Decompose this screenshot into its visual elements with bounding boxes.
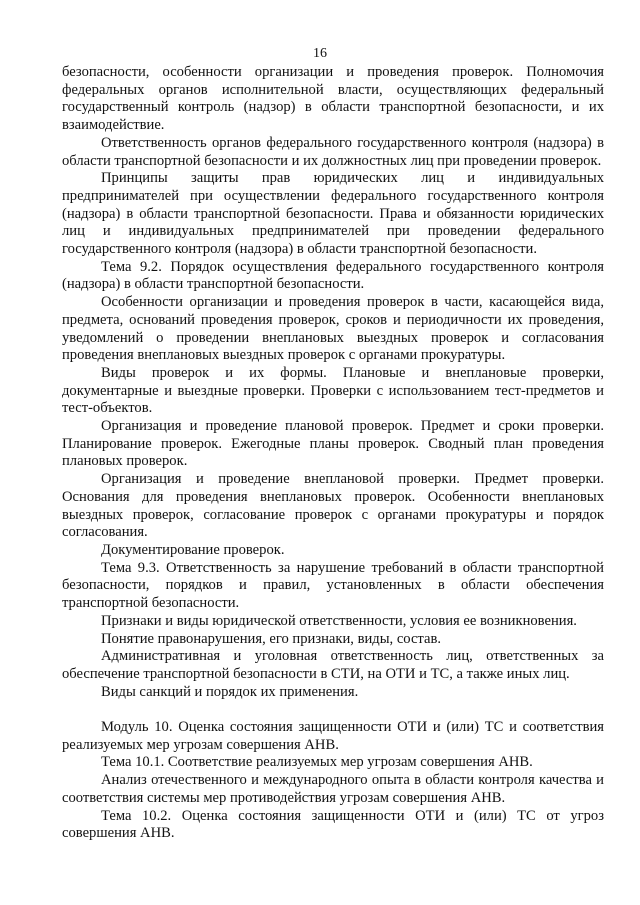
topic-10-1-heading: Тема 10.1. Соответствие реализуемых мер угрозам совершения АНВ.	[101, 754, 533, 771]
blank-line	[62, 701, 604, 719]
topic-10-2-heading: Тема 10.2. Оценка состояния защищенности ОТИ и (или) ТС от угроз совершения АНВ.	[62, 807, 604, 842]
paragraph-inspection-organization-features: Особенности организации и проведения проверок в части, касающейся вида, предмета, оснований проведения проверок, сроков и периодичности их проведения, уведомлений о проведении внеплановых выездных проверок и согласования проведения внеплановых выездных проверок с органами прокуратуры.	[62, 294, 604, 364]
paragraph-administrative-criminal-liability: Административная и уголовная ответственность лиц, ответственных за обеспечение транспортной безопасности в СТИ, на ОТИ и ТС, а также иных лиц.	[62, 648, 604, 682]
paragraph-legal-liability-signs: Признаки и виды юридической ответственности, условия ее возникновения.	[101, 612, 577, 629]
page-body	[62, 64, 604, 843]
paragraph-planned-inspection: Организация и проведение плановой проверок. Предмет и сроки проверки. Планирование проверок. Ежегодные планы проверок. Сводный план проведения плановых проверок.	[62, 418, 604, 470]
paragraph-offense-concept: Понятие правонарушения, его признаки, виды, состав.	[101, 630, 442, 647]
topic-9-3-heading: Тема 9.3. Ответственность за нарушение требований в области транспортной безопасности, порядков и правил, установленных в области обеспечения транспортной безопасности.	[62, 559, 604, 612]
module-10-heading: Модуль 10. Оценка состояния защищенности ОТИ и (или) ТС и соответствия реализуемых мер угрозам совершения АНВ.	[62, 719, 604, 753]
paragraph-types-of-inspections: Виды проверок и их формы. Плановые и внеплановые проверки, документарные и выездные проверки. Проверки с использованием тест-предметов и тест-объектов.	[62, 364, 604, 417]
paragraph-documenting-inspections: Документирование проверок.	[101, 541, 285, 558]
paragraph-continuation: безопасности, особенности организации и проведения проверок. Полномочия федеральных органов исполнительной власти, осуществляющих федеральный государственный контроль (надзор) в области транспортной безопасности, и их взаимодействие.	[62, 64, 604, 134]
topic-9-2-heading: Тема 9.2. Порядок осуществления федерального государственного контроля (надзора) в области транспортной безопасности.	[62, 258, 604, 293]
page-number: 16	[313, 46, 327, 61]
paragraph-unplanned-inspection: Организация и проведение внеплановой проверки. Предмет проверки. Основания для проведения внеплановых проверок. Особенности внеплановых выездных проверок, согласование проверок с органами прокуратуры и порядок согласования.	[62, 471, 604, 541]
paragraph-sanction-types: Виды санкций и порядок их применения.	[101, 683, 359, 700]
paragraph-principles-of-rights-protection: Принципы защиты прав юридических лиц и индивидуальных предпринимателей при осуществлении федерального государственного контроля (надзора) в области транспортной безопасности. Права и обязанности юридических лиц и индивидуальных предпринимателей при проведении федерального государственного контроля (надзора) в области транспортной безопасности.	[62, 170, 604, 258]
paragraph-experience-analysis: Анализ отечественного и международного опыта в области контроля качества и соответствия системы мер противодействия угрозам совершения АНВ.	[62, 772, 604, 806]
paragraph-responsibility-of-control-bodies: Ответственность органов федерального государственного контроля (надзора) в области транспортной безопасности и их должностных лиц при проведении проверок.	[62, 134, 604, 169]
